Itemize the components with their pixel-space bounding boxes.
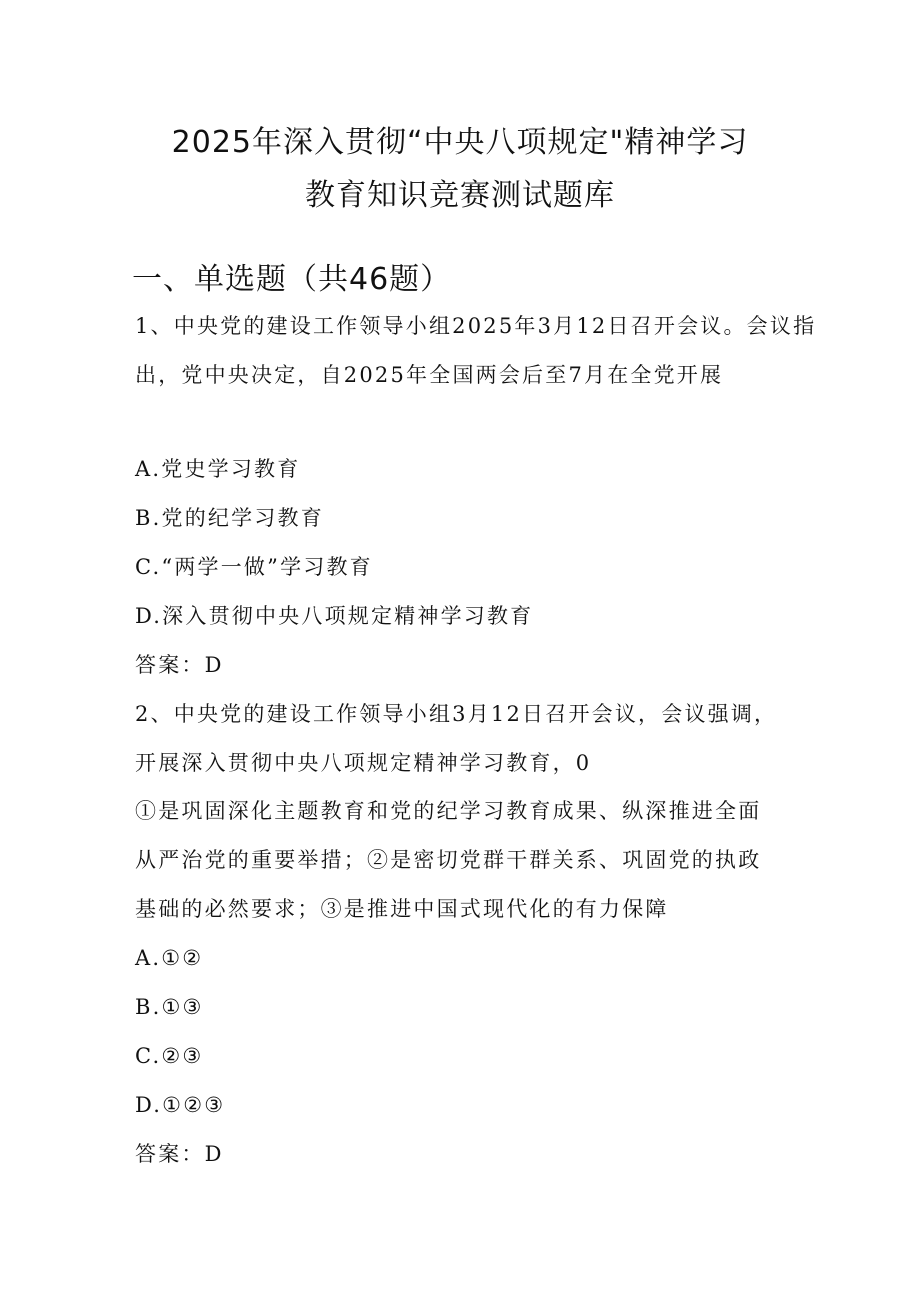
section-heading: 一、单选题（共46题） [132, 262, 452, 297]
question-2-answer: 答案：D [135, 1142, 224, 1166]
question-1-option-b: B.党的纪学习教育 [135, 506, 324, 530]
question-1-option-d: D.深入贯彻中央八项规定精神学习教育 [135, 604, 534, 628]
question-1-option-c: C.“两学一做”学习教育 [135, 555, 373, 579]
question-2-option-a: A.①② [135, 946, 204, 970]
question-2-stem-line-1: 2、中央党的建设工作领导小组3月12日召开会议，会议强调， [135, 702, 778, 726]
question-1-stem-line-1: 1、中央党的建设工作领导小组2025年3月12日召开会议。会议指 [135, 314, 817, 338]
question-2-stem-line-5: 基础的必然要求；③是推进中国式现代化的有力保障 [135, 897, 669, 921]
question-2-option-d: D.①②③ [135, 1093, 226, 1117]
question-1-answer: 答案：D [135, 653, 224, 677]
question-2-stem-line-4: 从严治党的重要举措；②是密切党群干群关系、巩固党的执政 [135, 848, 762, 872]
question-2-stem-line-3: ①是巩固深化主题教育和党的纪学习教育成果、纵深推进全面 [135, 799, 762, 823]
question-2-option-b: B.①③ [135, 995, 204, 1019]
document-title-line-2: 教育知识竞赛测试题库 [305, 178, 615, 213]
question-2-stem-line-2: 开展深入贯彻中央八项规定精神学习教育，0 [135, 751, 592, 775]
question-2-option-c: C.②③ [135, 1044, 204, 1068]
question-1-option-a: A.党史学习教育 [135, 457, 301, 481]
question-1-stem-line-2: 出，党中央决定，自2025年全国两会后至7月在全党开展 [135, 363, 724, 387]
document-title-line-1: 2025年深入贯彻“中央八项规定"精神学习 [171, 125, 749, 160]
